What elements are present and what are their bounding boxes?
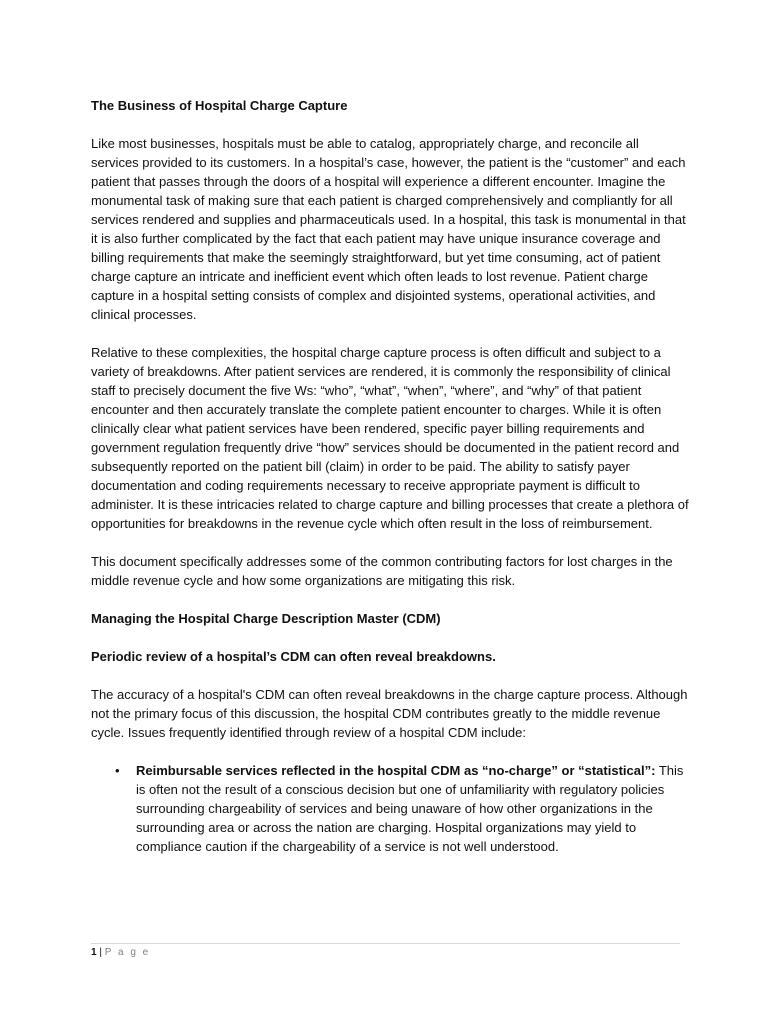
page-number: 1	[91, 947, 97, 958]
issues-list	[91, 761, 689, 856]
bullet-icon: •	[115, 763, 120, 778]
paragraph-complexities: Relative to these complexities, the hospital charge capture process is often difficult and subject to a variety of breakdowns. After patient services are rendered, it is commonly the responsibility of clinical staff to precisely document the five Ws: “who”, “what”, “when”, “where”, and “why” of that patient encounter and then accurately translate the complete patient encounter to charges. While it is often clinically clear what patient services have been rendered, specific payer billing requirements and government regulation frequently drive “how” services should be documented in the patient record and subsequently reported on the patient bill (claim) in order to be paid. The ability to satisfy payer documentation and coding requirements necessary to receive appropriate payment is difficult to administer. It is these intricacies related to charge capture and billing processes that create a plethora of opportunities for breakdowns in the revenue cycle which often result in the loss of reimbursement.	[91, 345, 689, 531]
page-separator: |	[99, 947, 102, 958]
list-item-text: This is often not the result of a conscious decision but one of unfamiliarity with regulatory policies surrounding chargeability of services and being unaware of how other organizations in the surrounding area or across the nation are charging. Hospital organizations may yield to compliance caution if the chargeability of a service is not well understood.	[136, 763, 684, 854]
list-item-lead: Reimbursable services reflected in the hospital CDM as “no-charge” or “statistical”:	[136, 763, 656, 778]
paragraph-intro: Like most businesses, hospitals must be able to catalog, appropriately charge, and reconcile all services provided to its customers. In a hospital’s case, however, the patient is the “customer” and each patient that passes through the doors of a hospital will experience a different encounter. Imagine the monumental task of making sure that each patient is charged comprehensively and compliantly for all services rendered and supplies and pharmaceuticals used. In a hospital, this task is monumental in that it is also further complicated by the fact that each patient may have unique insurance coverage and billing requirements that make the seemingly straightforward, but yet time consuming, act of patient charge capture an intricate and inefficient event which often leads to lost revenue. Patient charge capture in a hospital setting consists of complex and disjointed systems, operational activities, and clinical processes.	[91, 136, 686, 322]
page-footer	[91, 946, 150, 960]
document-body	[91, 96, 689, 856]
footer-divider	[91, 943, 680, 944]
sub-heading: Periodic review of a hospital’s CDM can often reveal breakdowns.	[91, 649, 496, 664]
list-item	[91, 761, 689, 856]
paragraph-cdm: The accuracy of a hospital's CDM can often reveal breakdowns in the charge capture process. Although not the primary focus of this discussion, the hospital CDM contributes greatly to the middle revenue cycle. Issues frequently identified through review of a hospital CDM include:	[91, 687, 688, 740]
paragraph-scope: This document specifically addresses some of the common contributing factors for lost charges in the middle revenue cycle and how some organizations are mitigating this risk.	[91, 554, 673, 588]
section-heading: Managing the Hospital Charge Description Master (CDM)	[91, 611, 441, 626]
page-label: P a g e	[104, 947, 151, 958]
document-title: The Business of Hospital Charge Capture	[91, 98, 348, 113]
